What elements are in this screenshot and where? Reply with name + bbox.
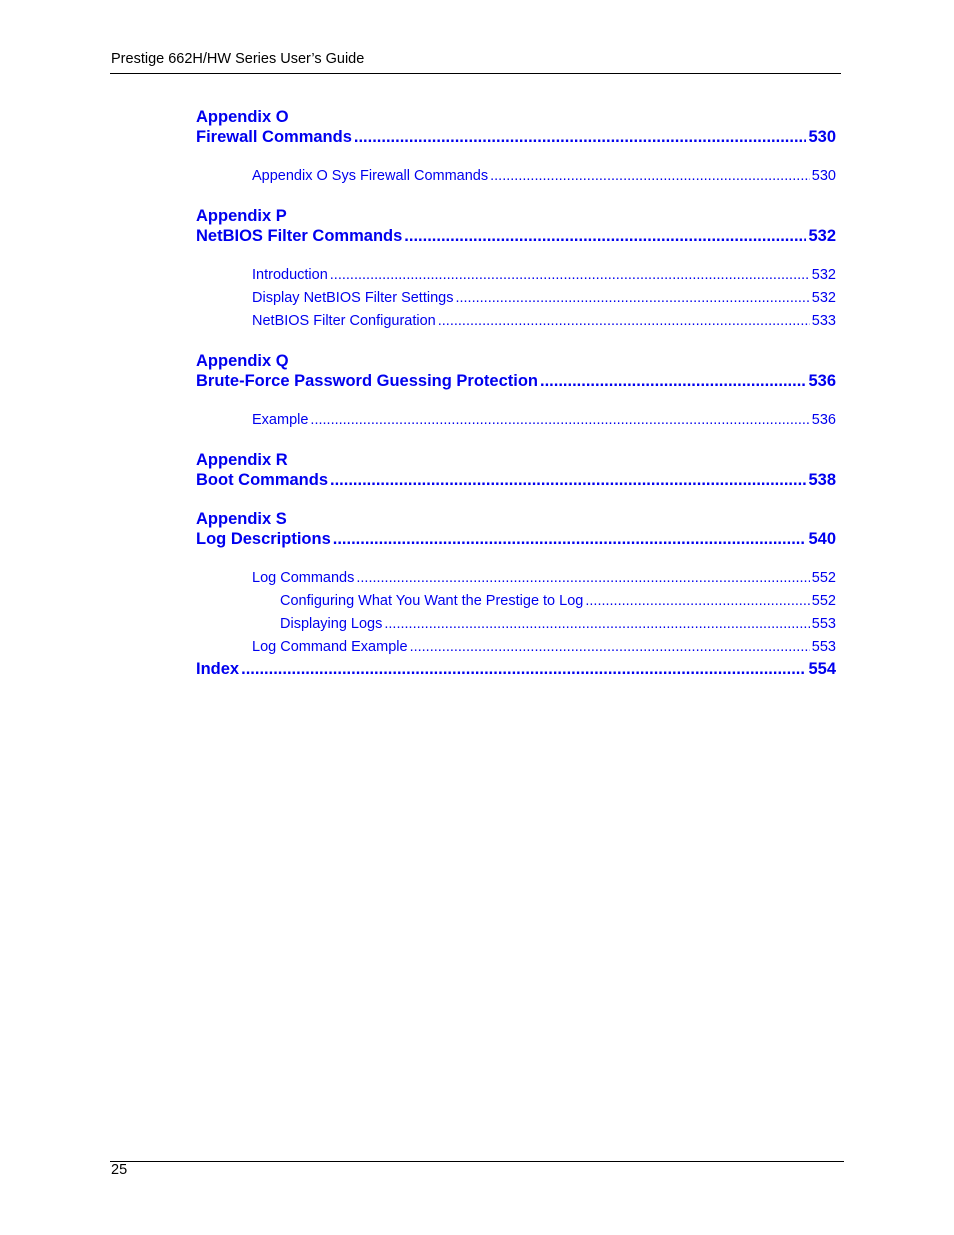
page-number: 536 (811, 412, 836, 428)
chapter-title: NetBIOS Filter Commands (196, 227, 403, 245)
page-number: 530 (808, 128, 836, 146)
toc-sub-entry[interactable] (252, 165, 836, 188)
dot-leader (241, 659, 806, 680)
page-number: 533 (811, 313, 836, 329)
toc-chapter-entry[interactable] (196, 470, 836, 491)
dot-leader (490, 165, 810, 188)
section-title: Configuring What You Want the Prestige to Log (280, 593, 584, 609)
header-rule (110, 73, 841, 74)
page-number: 532 (808, 227, 836, 245)
dot-leader (540, 371, 806, 392)
chapter-title: Index (196, 660, 240, 678)
page-number: 538 (808, 471, 836, 489)
toc-chapter-entry[interactable] (196, 371, 836, 392)
dot-leader (404, 226, 806, 247)
toc-sub-entry[interactable] (252, 264, 836, 287)
dot-leader (354, 127, 807, 148)
footer-rule (110, 1161, 844, 1162)
chapter-title: Log Descriptions (196, 530, 331, 548)
page-number: 530 (811, 168, 836, 184)
toc-group-appendix-r (196, 450, 836, 491)
toc-sub-entry[interactable] (252, 409, 836, 432)
chapter-title: Boot Commands (196, 471, 328, 489)
dot-leader (384, 613, 809, 636)
page-number: 552 (811, 593, 836, 609)
chapter-title: Firewall Commands (196, 128, 352, 146)
appendix-label[interactable]: Appendix R (196, 451, 288, 469)
toc-sub-entry[interactable] (252, 636, 836, 659)
section-title: Log Command Example (252, 639, 408, 655)
toc-sub-entry[interactable] (252, 310, 836, 333)
dot-leader (330, 470, 806, 491)
chapter-title: Brute-Force Password Guessing Protection (196, 372, 538, 390)
section-title: NetBIOS Filter Configuration (252, 313, 436, 329)
toc-group-appendix-o (196, 107, 836, 188)
section-title: Display NetBIOS Filter Settings (252, 290, 454, 306)
toc-sub-entry[interactable] (252, 287, 836, 310)
toc-index-entry[interactable] (196, 659, 836, 680)
toc-chapter-entry[interactable] (196, 529, 836, 550)
toc-group-appendix-s (196, 509, 836, 680)
dot-leader (455, 287, 809, 310)
toc-chapter-entry[interactable] (196, 226, 836, 247)
appendix-label[interactable]: Appendix S (196, 510, 287, 528)
running-header: Prestige 662H/HW Series User’s Guide (111, 51, 365, 67)
page-number: 532 (811, 267, 836, 283)
page-number-footer: 25 (111, 1162, 128, 1178)
page-number: 536 (808, 372, 836, 390)
dot-leader (410, 636, 810, 659)
page-number: 553 (811, 639, 836, 655)
section-title: Example (252, 412, 309, 428)
dot-leader (438, 310, 810, 333)
toc-sub-entry[interactable] (280, 590, 836, 613)
table-of-contents (196, 107, 836, 680)
dot-leader (330, 264, 810, 287)
appendix-label[interactable]: Appendix O (196, 108, 289, 126)
toc-sub-entry[interactable] (280, 613, 836, 636)
toc-chapter-entry[interactable] (196, 127, 836, 148)
appendix-label[interactable]: Appendix Q (196, 352, 289, 370)
dot-leader (356, 567, 809, 590)
section-title: Appendix O Sys Firewall Commands (252, 168, 489, 184)
toc-sub-entries (196, 567, 836, 659)
dot-leader (310, 409, 809, 432)
toc-sub-entry[interactable] (252, 567, 836, 590)
dot-leader (585, 590, 809, 613)
page-number: 532 (811, 290, 836, 306)
section-title: Log Commands (252, 570, 355, 586)
section-title: Displaying Logs (280, 616, 383, 632)
appendix-label[interactable]: Appendix P (196, 207, 287, 225)
page-number: 553 (811, 616, 836, 632)
toc-sub-entries (196, 264, 836, 333)
dot-leader (333, 529, 807, 550)
page-number: 552 (811, 570, 836, 586)
page-number: 554 (808, 660, 836, 678)
toc-sub-entries (196, 165, 836, 188)
toc-group-appendix-q (196, 351, 836, 432)
section-title: Introduction (252, 267, 328, 283)
page-number: 540 (808, 530, 836, 548)
toc-group-appendix-p (196, 206, 836, 333)
toc-sub-entries (196, 409, 836, 432)
